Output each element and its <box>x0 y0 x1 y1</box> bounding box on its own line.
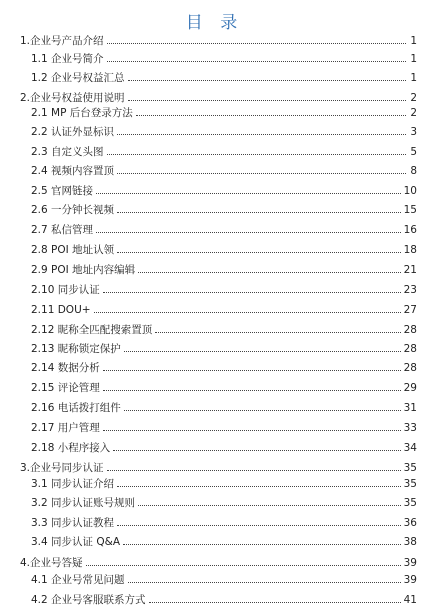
toc-dot-leader <box>124 351 401 352</box>
toc-entry-label: 2.17 用户管理 <box>31 422 100 434</box>
toc-subsection-row[interactable] <box>0 179 429 197</box>
toc-subsection-row[interactable] <box>0 298 429 316</box>
toc-subsection-row[interactable] <box>0 436 429 454</box>
toc-page-number: 16 <box>403 224 417 236</box>
toc-entry-label: 2.3 自定义头图 <box>31 146 104 158</box>
toc-entry-label: 1.企业号产品介绍 <box>20 35 104 47</box>
toc-subsection-row[interactable] <box>0 120 429 138</box>
toc-subsection-row[interactable] <box>0 218 429 236</box>
toc-dot-leader <box>128 582 401 583</box>
toc-entry-label: 2.11 DOU+ <box>31 304 91 316</box>
toc-entry-label: 4.企业号答疑 <box>20 557 83 569</box>
toc-subsection-row[interactable] <box>0 356 429 374</box>
toc-page-number: 15 <box>403 204 417 216</box>
toc-dot-leader <box>124 410 401 411</box>
toc-dot-leader <box>117 134 406 135</box>
toc-entry-label: 2.5 官网链接 <box>31 185 94 197</box>
toc-page-number: 3 <box>410 126 417 138</box>
toc-subsection-row[interactable] <box>0 416 429 434</box>
toc-subsection-row[interactable] <box>0 530 429 548</box>
toc-entry-label: 3.3 同步认证教程 <box>31 517 115 529</box>
toc-entry-label: 3.企业号同步认证 <box>20 462 104 474</box>
toc-entry-label: 4.2 企业号客服联系方式 <box>31 594 146 606</box>
toc-entry-label: 3.2 同步认证账号规则 <box>31 497 136 509</box>
toc-entry-label: 2.15 评论管理 <box>31 382 100 394</box>
toc-subsection-row[interactable] <box>0 66 429 84</box>
toc-section-row[interactable] <box>0 551 429 569</box>
toc-page-number: 5 <box>410 146 417 158</box>
toc-entry-label: 4.1 企业号常见问题 <box>31 574 125 586</box>
toc-dot-leader <box>128 80 406 81</box>
toc-entry-label: 2.10 同步认证 <box>31 284 100 296</box>
toc-page-number: 1 <box>410 35 417 47</box>
toc-dot-leader <box>96 232 401 233</box>
toc-entry-label: 2.16 电话拨打组件 <box>31 402 121 414</box>
toc-dot-leader <box>136 115 406 116</box>
toc-dot-leader <box>107 43 406 44</box>
toc-dot-leader <box>149 602 401 603</box>
toc-subsection-row[interactable] <box>0 318 429 336</box>
toc-page-number: 18 <box>403 244 417 256</box>
toc-entry-label: 2.7 私信管理 <box>31 224 94 236</box>
toc-dot-leader <box>113 450 400 451</box>
toc-subsection-row[interactable] <box>0 396 429 414</box>
toc-dot-leader <box>138 272 401 273</box>
toc-page-number: 33 <box>403 422 417 434</box>
toc-subsection-row[interactable] <box>0 101 429 119</box>
toc-page-number: 1 <box>410 53 417 65</box>
toc-subsection-row[interactable] <box>0 278 429 296</box>
toc-page-number: 35 <box>403 478 417 490</box>
toc-dot-leader <box>94 312 401 313</box>
toc-dot-leader <box>103 292 401 293</box>
toc-subsection-row[interactable] <box>0 511 429 529</box>
toc-page-number: 38 <box>403 536 417 548</box>
toc-page-number: 28 <box>403 362 417 374</box>
toc-section-row[interactable] <box>0 29 429 47</box>
toc-dot-leader <box>107 61 406 62</box>
toc-dot-leader <box>123 544 401 545</box>
toc-entry-label: 3.4 同步认证 Q&A <box>31 536 121 548</box>
toc-dot-leader <box>107 470 401 471</box>
toc-page-number: 1 <box>410 72 417 84</box>
toc-dot-leader <box>107 154 406 155</box>
toc-subsection-row[interactable] <box>0 588 429 606</box>
toc-entry-label: 2.6 一分钟长视频 <box>31 204 115 216</box>
toc-page-number: 28 <box>403 324 417 336</box>
toc-subsection-row[interactable] <box>0 491 429 509</box>
toc-dot-leader <box>117 173 406 174</box>
toc-subsection-row[interactable] <box>0 140 429 158</box>
toc-dot-leader <box>117 525 401 526</box>
toc-entry-label: 2.2 认证外显标识 <box>31 126 115 138</box>
toc-page-number: 31 <box>403 402 417 414</box>
toc-page-number: 27 <box>403 304 417 316</box>
toc-entry-label: 2.企业号权益使用说明 <box>20 92 125 104</box>
toc-page-number: 35 <box>403 497 417 509</box>
toc-entry-label: 1.1 企业号简介 <box>31 53 104 65</box>
toc-dot-leader <box>96 193 401 194</box>
toc-dot-leader <box>86 565 401 566</box>
toc-subsection-row[interactable] <box>0 198 429 216</box>
toc-subsection-row[interactable] <box>0 337 429 355</box>
toc-page-number: 2 <box>410 92 417 104</box>
toc-dot-leader <box>103 430 401 431</box>
toc-subsection-row[interactable] <box>0 258 429 276</box>
toc-entry-label: 2.9 POI 地址内容编辑 <box>31 264 136 276</box>
toc-subsection-row[interactable] <box>0 159 429 177</box>
toc-page-number: 36 <box>403 517 417 529</box>
toc-page-number: 29 <box>403 382 417 394</box>
toc-entry-label: 2.18 小程序接入 <box>31 442 111 454</box>
toc-dot-leader <box>103 370 401 371</box>
toc-dot-leader <box>155 332 400 333</box>
toc-page-number: 35 <box>403 462 417 474</box>
toc-entry-label: 1.2 企业号权益汇总 <box>31 72 125 84</box>
toc-entry-label: 2.1 MP 后台登录方法 <box>31 107 133 119</box>
toc-dot-leader <box>103 390 401 391</box>
toc-subsection-row[interactable] <box>0 568 429 586</box>
toc-page-number: 39 <box>403 574 417 586</box>
toc-subsection-row[interactable] <box>0 472 429 490</box>
toc-page-number: 41 <box>403 594 417 606</box>
toc-page-number: 39 <box>403 557 417 569</box>
toc-page-number: 8 <box>410 165 417 177</box>
toc-subsection-row[interactable] <box>0 238 429 256</box>
toc-dot-leader <box>117 486 401 487</box>
toc-subsection-row[interactable] <box>0 47 429 65</box>
toc-page-number: 2 <box>410 107 417 119</box>
toc-entry-label: 2.13 昵称锁定保护 <box>31 343 121 355</box>
toc-page-number: 23 <box>403 284 417 296</box>
toc-dot-leader <box>117 212 401 213</box>
toc-entry-label: 2.12 昵称全匹配搜索置顶 <box>31 324 153 336</box>
toc-entry-label: 3.1 同步认证介绍 <box>31 478 115 490</box>
toc-subsection-row[interactable] <box>0 376 429 394</box>
toc-page-number: 34 <box>403 442 417 454</box>
toc-page-number: 28 <box>403 343 417 355</box>
toc-entry-label: 2.8 POI 地址认领 <box>31 244 115 256</box>
toc-entry-label: 2.4 视频内容置顶 <box>31 165 115 177</box>
toc-page-number: 21 <box>403 264 417 276</box>
toc-dot-leader <box>117 252 401 253</box>
toc-page-number: 10 <box>403 185 417 197</box>
toc-title: 目 录 <box>185 13 244 33</box>
toc-entry-label: 2.14 数据分析 <box>31 362 100 374</box>
toc-dot-leader <box>138 505 401 506</box>
